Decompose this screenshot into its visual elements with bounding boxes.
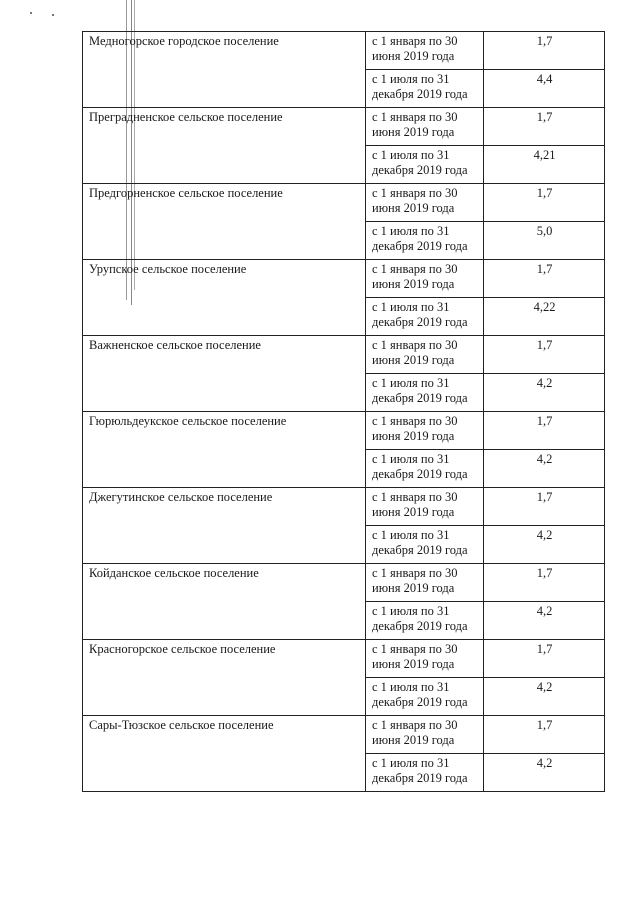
rate-value-cell: 5,0 <box>484 222 605 260</box>
table-row <box>83 108 605 146</box>
period-cell: с 1 июля по 31 декабря 2019 года <box>366 374 484 412</box>
rate-value-cell: 1,7 <box>484 32 605 70</box>
period-cell: с 1 января по 30 июня 2019 года <box>366 108 484 146</box>
rate-value-cell: 1,7 <box>484 336 605 374</box>
table-row <box>83 716 605 754</box>
rate-value-cell: 4,2 <box>484 678 605 716</box>
period-cell: с 1 января по 30 июня 2019 года <box>366 488 484 526</box>
period-cell: с 1 июля по 31 декабря 2019 года <box>366 602 484 640</box>
rate-value-cell: 1,7 <box>484 716 605 754</box>
period-cell: с 1 июля по 31 декабря 2019 года <box>366 298 484 336</box>
period-cell: с 1 июля по 31 декабря 2019 года <box>366 526 484 564</box>
settlement-name-cell: Гюрюльдеукское сельское поселение <box>83 412 366 488</box>
settlement-name-cell: Важненское сельское поселение <box>83 336 366 412</box>
tariff-table-body <box>83 32 605 792</box>
period-cell: с 1 июля по 31 декабря 2019 года <box>366 450 484 488</box>
settlement-name-cell: Сары-Тюзское сельское поселение <box>83 716 366 792</box>
rate-value-cell: 4,21 <box>484 146 605 184</box>
rate-value-cell: 4,2 <box>484 526 605 564</box>
period-cell: с 1 января по 30 июня 2019 года <box>366 564 484 602</box>
rate-value-cell: 4,2 <box>484 450 605 488</box>
rate-value-cell: 1,7 <box>484 412 605 450</box>
rate-value-cell: 1,7 <box>484 488 605 526</box>
period-cell: с 1 января по 30 июня 2019 года <box>366 640 484 678</box>
settlement-name-cell: Джегутинское сельское поселение <box>83 488 366 564</box>
rate-value-cell: 1,7 <box>484 184 605 222</box>
rate-value-cell: 1,7 <box>484 640 605 678</box>
rate-value-cell: 4,22 <box>484 298 605 336</box>
settlement-name-cell: Красногорское сельское поселение <box>83 640 366 716</box>
rate-value-cell: 1,7 <box>484 108 605 146</box>
rate-value-cell: 1,7 <box>484 260 605 298</box>
period-cell: с 1 июля по 31 декабря 2019 года <box>366 70 484 108</box>
settlement-name-cell: Койданское сельское поселение <box>83 564 366 640</box>
period-cell: с 1 июля по 31 декабря 2019 года <box>366 146 484 184</box>
period-cell: с 1 января по 30 июня 2019 года <box>366 32 484 70</box>
period-cell: с 1 января по 30 июня 2019 года <box>366 336 484 374</box>
table-row <box>83 184 605 222</box>
rate-value-cell: 4,2 <box>484 602 605 640</box>
rate-value-cell: 4,4 <box>484 70 605 108</box>
scan-artifact-dot <box>30 12 32 14</box>
table-row <box>83 412 605 450</box>
period-cell: с 1 июля по 31 декабря 2019 года <box>366 754 484 792</box>
rate-value-cell: 4,2 <box>484 374 605 412</box>
settlement-name-cell: Преградненское сельское поселение <box>83 108 366 184</box>
table-row <box>83 640 605 678</box>
period-cell: с 1 января по 30 июня 2019 года <box>366 260 484 298</box>
period-cell: с 1 июля по 31 декабря 2019 года <box>366 678 484 716</box>
settlement-name-cell: Медногорское городское поселение <box>83 32 366 108</box>
period-cell: с 1 июля по 31 декабря 2019 года <box>366 222 484 260</box>
table-row <box>83 260 605 298</box>
period-cell: с 1 января по 30 июня 2019 года <box>366 184 484 222</box>
table-row <box>83 336 605 374</box>
rate-value-cell: 4,2 <box>484 754 605 792</box>
settlement-name-cell: Урупское сельское поселение <box>83 260 366 336</box>
scan-artifact-dot <box>52 14 54 16</box>
period-cell: с 1 января по 30 июня 2019 года <box>366 716 484 754</box>
table-row <box>83 564 605 602</box>
table-row <box>83 488 605 526</box>
tariff-table <box>82 31 605 792</box>
period-cell: с 1 января по 30 июня 2019 года <box>366 412 484 450</box>
settlement-name-cell: Предгорненское сельское поселение <box>83 184 366 260</box>
rate-value-cell: 1,7 <box>484 564 605 602</box>
table-row <box>83 32 605 70</box>
